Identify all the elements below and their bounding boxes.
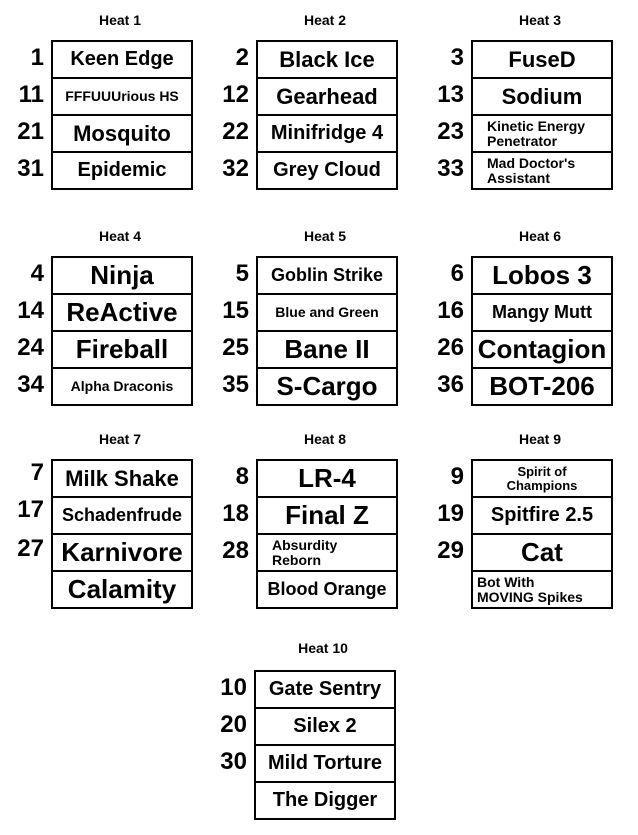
seed-number: 36 xyxy=(437,371,464,398)
seed-number: 7 xyxy=(30,459,44,486)
robot-name: ReActive xyxy=(53,295,191,332)
robot-name: Grey Cloud xyxy=(258,153,396,190)
robot-name: Keen Edge xyxy=(53,42,191,79)
robot-name: S-Cargo xyxy=(258,369,396,406)
heat-bracket-box xyxy=(471,40,613,190)
seed-number: 24 xyxy=(17,334,44,361)
robot-name: Mad Doctor's Assistant xyxy=(473,153,611,190)
heat-bracket-box xyxy=(51,256,193,406)
seed-number: 33 xyxy=(437,155,464,182)
robot-name: Contagion xyxy=(473,332,611,369)
heat-bracket-box xyxy=(256,459,398,609)
robot-name: Schadenfrude xyxy=(53,498,191,535)
heat-bracket-box xyxy=(254,670,396,820)
seed-number: 32 xyxy=(222,155,249,182)
robot-name: Mangy Mutt xyxy=(473,295,611,332)
robot-name: Cat xyxy=(473,535,611,572)
heat-title: Heat 4 xyxy=(98,228,142,244)
seed-number: 4 xyxy=(30,260,44,287)
seed-number: 17 xyxy=(17,496,44,523)
seed-number: 15 xyxy=(222,297,249,324)
heat-bracket-box xyxy=(256,256,398,406)
robot-name: Absurdity Reborn xyxy=(258,535,396,572)
seed-number: 29 xyxy=(437,537,464,564)
robot-name: Mild Torture xyxy=(256,746,394,783)
heat-title: Heat 6 xyxy=(518,228,562,244)
robot-name: FuseD xyxy=(473,42,611,79)
robot-name: Calamity xyxy=(53,572,191,609)
heat-title: Heat 1 xyxy=(98,12,142,28)
seed-number: 8 xyxy=(235,463,249,490)
robot-name: The Digger xyxy=(256,783,394,820)
heat-bracket-box xyxy=(471,256,613,406)
seed-number: 18 xyxy=(222,500,249,527)
heat-title: Heat 5 xyxy=(303,228,347,244)
robot-name: FFFUUUrious HS xyxy=(53,79,191,116)
robot-name: Gearhead xyxy=(258,79,396,116)
robot-name: Alpha Draconis xyxy=(53,369,191,406)
robot-name: Sodium xyxy=(473,79,611,116)
robot-name: Fireball xyxy=(53,332,191,369)
seed-number: 10 xyxy=(220,674,247,701)
robot-name: Ninja xyxy=(53,258,191,295)
robot-name: Lobos 3 xyxy=(473,258,611,295)
seed-number: 11 xyxy=(18,81,44,108)
seed-number: 22 xyxy=(222,118,249,145)
robot-name: Black Ice xyxy=(258,42,396,79)
seed-number: 16 xyxy=(437,297,464,324)
heat-bracket-box xyxy=(471,459,613,609)
seed-number: 13 xyxy=(437,81,464,108)
seed-number: 28 xyxy=(222,537,249,564)
heat-title: Heat 8 xyxy=(303,431,347,447)
robot-name: Mosquito xyxy=(53,116,191,153)
robot-name: Blood Orange xyxy=(258,572,396,609)
robot-name: Karnivore xyxy=(53,535,191,572)
heat-title: Heat 3 xyxy=(518,12,562,28)
robot-name: BOT-206 xyxy=(473,369,611,406)
heat-title: Heat 9 xyxy=(518,431,562,447)
robot-name: Kinetic Energy Penetrator xyxy=(473,116,611,153)
seed-number: 12 xyxy=(222,81,249,108)
robot-name: Final Z xyxy=(258,498,396,535)
robot-name: Gate Sentry xyxy=(256,672,394,709)
heat-title: Heat 2 xyxy=(303,12,347,28)
robot-name: Bane II xyxy=(258,332,396,369)
heat-bracket-box xyxy=(51,40,193,190)
seed-number: 20 xyxy=(220,711,247,738)
robot-name: Blue and Green xyxy=(258,295,396,332)
seed-number: 9 xyxy=(450,463,464,490)
robot-name: Spitfire 2.5 xyxy=(473,498,611,535)
heat-title: Heat 10 xyxy=(298,640,348,656)
seed-number: 21 xyxy=(17,118,44,145)
robot-name: Spirit of Champions xyxy=(473,461,611,498)
seed-number: 2 xyxy=(235,44,249,71)
robot-name: Minifridge 4 xyxy=(258,116,396,153)
robot-name: LR-4 xyxy=(258,461,396,498)
robot-name: Goblin Strike xyxy=(258,258,396,295)
seed-number: 14 xyxy=(17,297,44,324)
seed-number: 5 xyxy=(235,260,249,287)
seed-number: 26 xyxy=(437,334,464,361)
seed-number: 1 xyxy=(30,44,44,71)
seed-number: 35 xyxy=(222,371,249,398)
robot-name: Epidemic xyxy=(53,153,191,190)
robot-name: Milk Shake xyxy=(53,461,191,498)
heat-bracket-box xyxy=(256,40,398,190)
seed-number: 34 xyxy=(17,371,44,398)
seed-number: 23 xyxy=(437,118,464,145)
seed-number: 25 xyxy=(222,334,249,361)
seed-number: 3 xyxy=(450,44,464,71)
heat-bracket-box xyxy=(51,459,193,609)
seed-number: 31 xyxy=(17,155,44,182)
seed-number: 6 xyxy=(450,260,464,287)
heat-title: Heat 7 xyxy=(98,431,142,447)
seed-number: 27 xyxy=(17,535,44,562)
robot-name: Bot With MOVING Spikes xyxy=(473,572,611,609)
seed-number: 30 xyxy=(220,748,247,775)
robot-name: Silex 2 xyxy=(256,709,394,746)
seed-number: 19 xyxy=(437,500,464,527)
